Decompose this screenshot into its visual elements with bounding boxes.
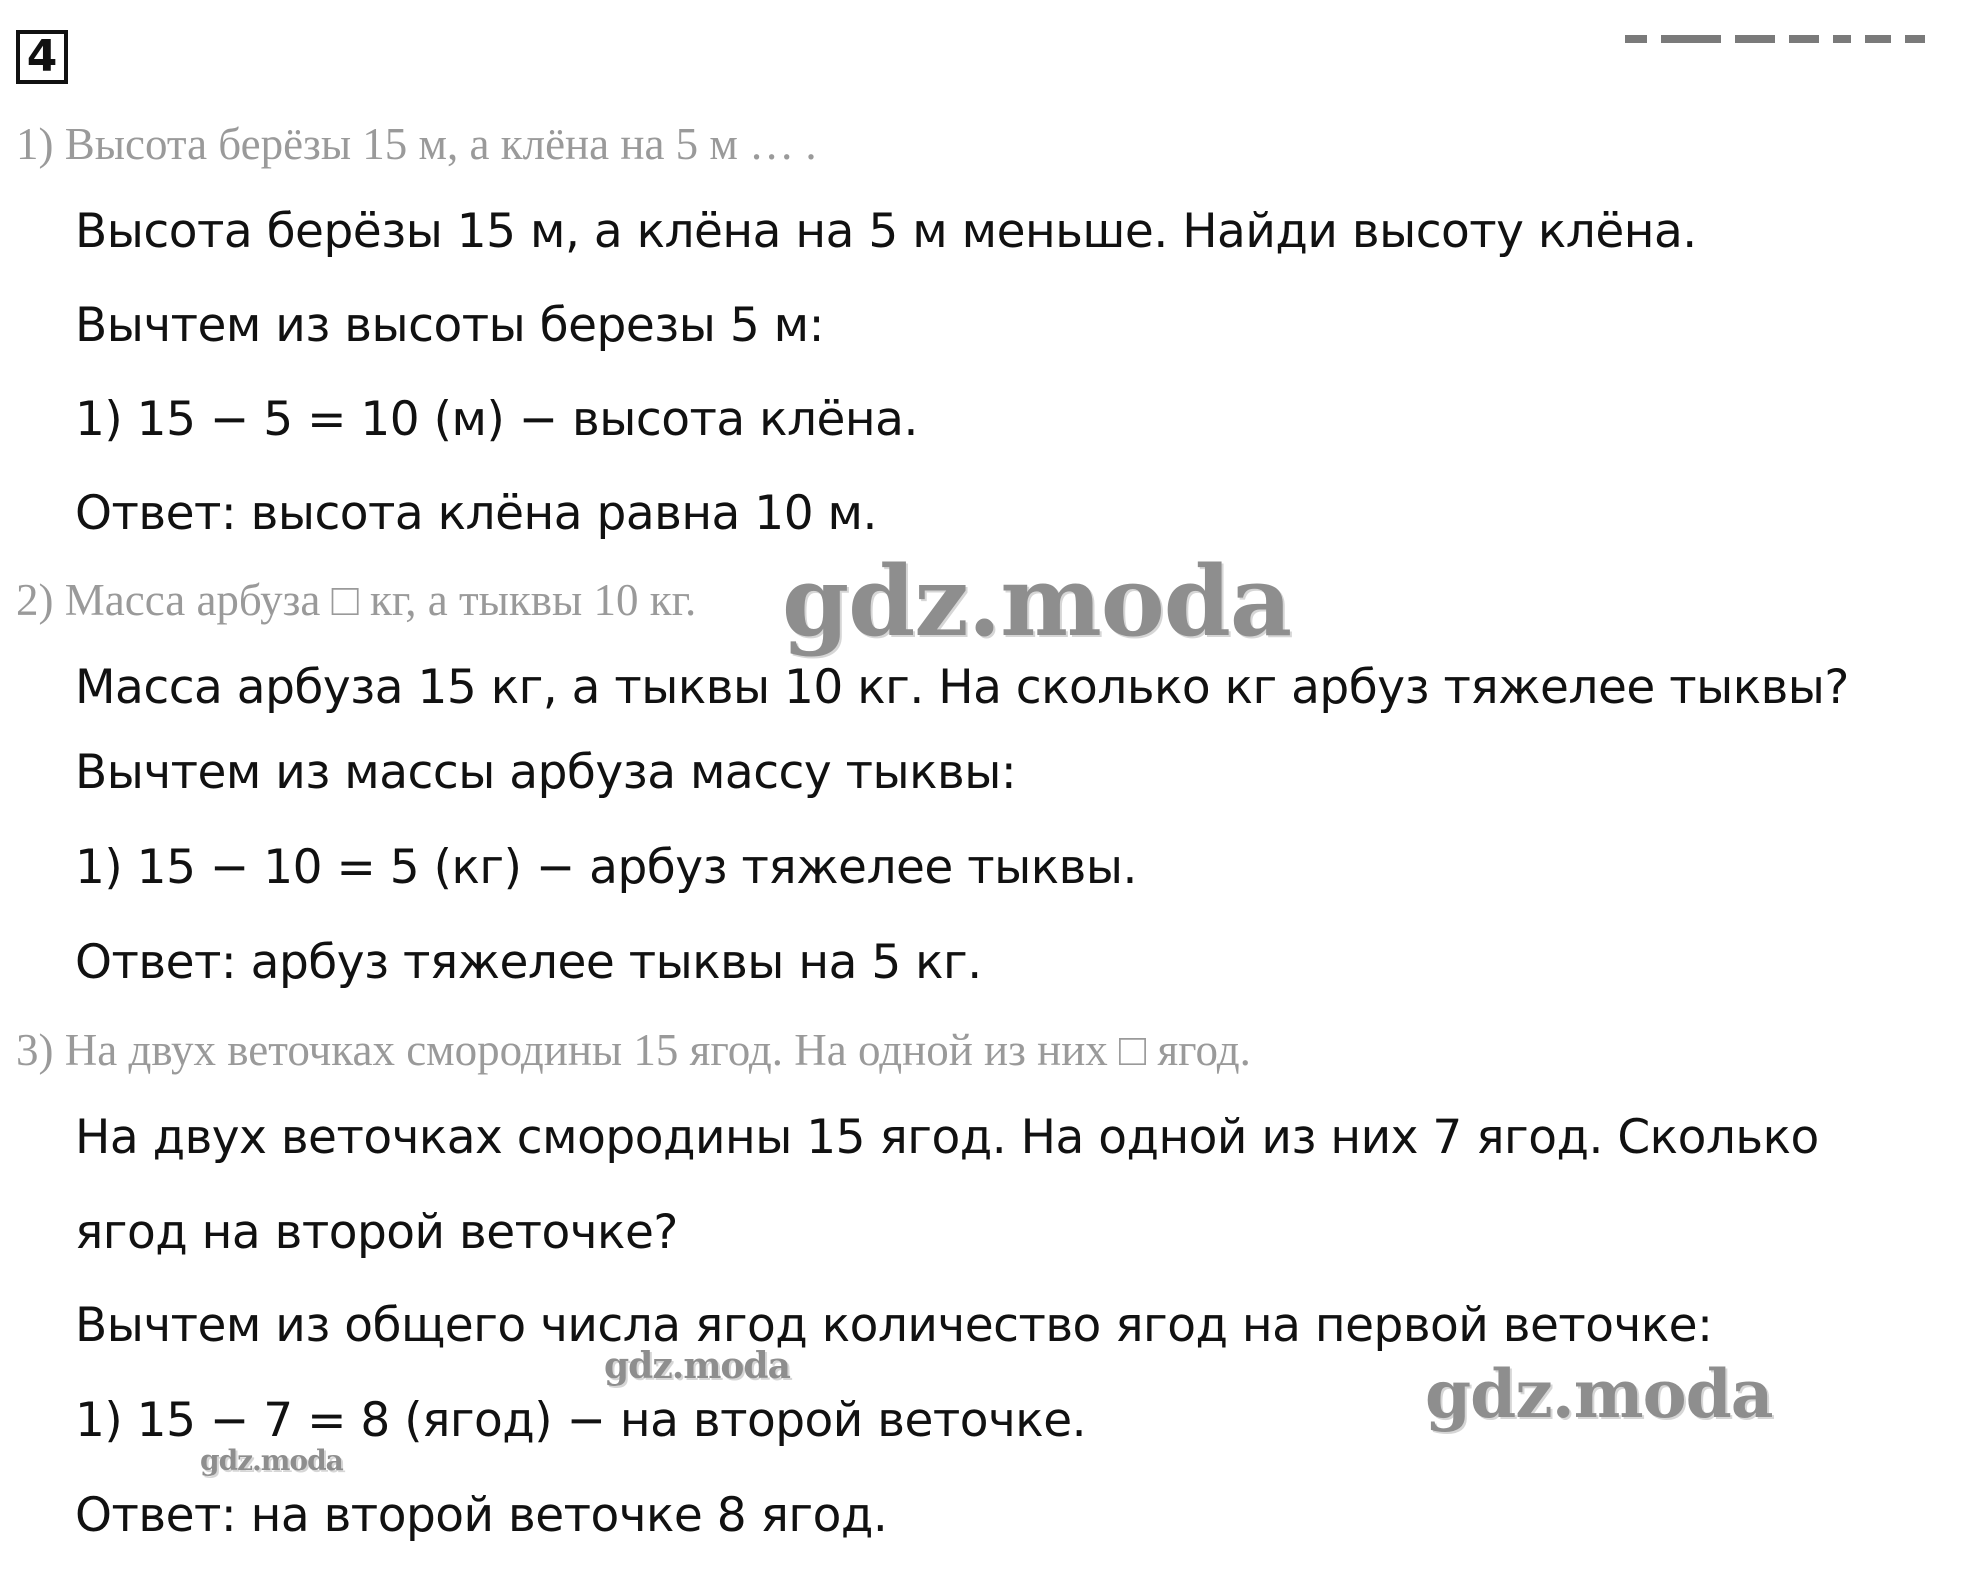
task-2-problem: Масса арбуза 15 кг, а тыквы 10 кг. На сколько кг арбуз тяжелее тыквы? [75,660,1849,715]
task-3-heading: 3) На двух веточках смородины 15 ягод. На одной из них □ ягод. [16,1025,1251,1075]
task-3-calculation: 1) 15 − 7 = 8 (ягод) − на второй веточке. [75,1393,1087,1448]
scan-artifact [1625,28,1965,44]
task-1-answer: Ответ: высота клёна равна 10 м. [75,486,877,541]
watermark-large: gdz.moda [782,545,1292,658]
watermark-tiny: gdz.moda [200,1444,343,1477]
task-3-answer: Ответ: на второй веточке 8 ягод. [75,1488,888,1543]
task-1-problem: Высота берёзы 15 м, а клёна на 5 м меньше. Найди высоту клёна. [75,204,1697,259]
task-1-calculation: 1) 15 − 5 = 10 (м) − высота клёна. [75,392,918,447]
watermark-medium: gdz.moda [1425,1355,1773,1433]
exercise-number: 4 [16,30,68,84]
task-3-problem-line-1: На двух веточках смородины 15 ягод. На одной из них 7 ягод. Сколько [75,1110,1819,1165]
task-2-answer: Ответ: арбуз тяжелее тыквы на 5 кг. [75,935,982,990]
task-2-calculation: 1) 15 − 10 = 5 (кг) − арбуз тяжелее тыквы. [75,840,1137,895]
task-1-heading: 1) Высота берёзы 15 м, а клёна на 5 м … . [16,119,817,169]
task-2-step-intro: Вычтем из массы арбуза массу тыквы: [75,745,1017,800]
task-3-problem-line-2: ягод на второй веточке? [75,1205,678,1260]
task-2-heading: 2) Масса арбуза □ кг, а тыквы 10 кг. [16,575,697,625]
watermark-small: gdz.moda [604,1345,790,1387]
task-1-step-intro: Вычтем из высоты березы 5 м: [75,298,824,353]
task-3-step-intro: Вычтем из общего числа ягод количество ягод на первой веточке: [75,1298,1713,1353]
